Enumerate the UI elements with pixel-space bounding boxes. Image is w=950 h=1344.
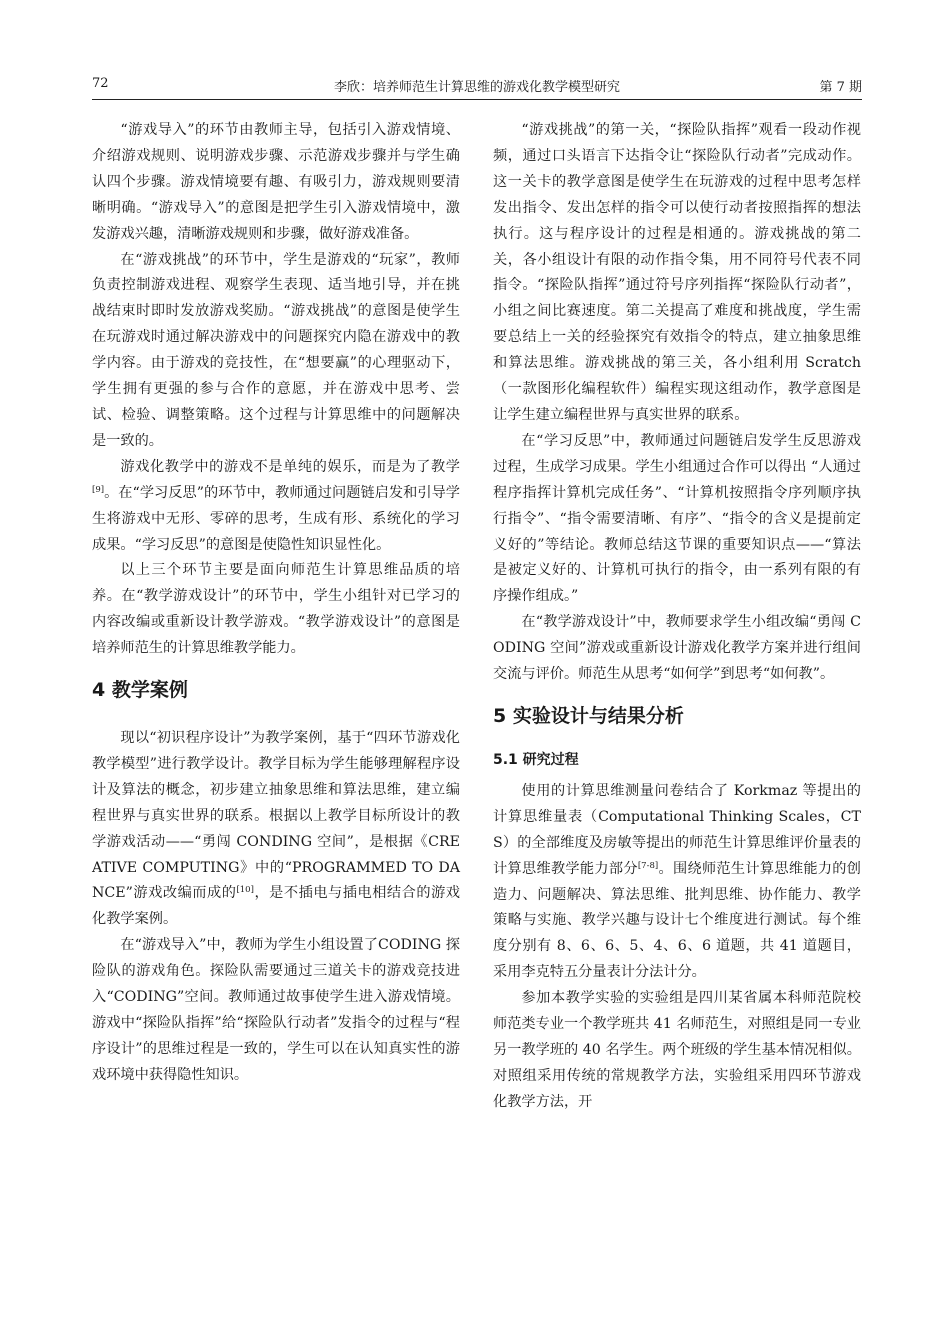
paragraph-text: ，是不插电与插电相结合的游戏化教学案例。 bbox=[92, 885, 460, 928]
paragraph: 在“游戏导入”中，教师为学生小组设置了CODING 探险队的游戏角色。探险队需要通过三道关卡的游戏竞技进入“CODING”空间。教师通过故事使学生进入游戏情境。游戏中“探险队指挥”给“探险队行动者”发指令的过程与“程序设计”的思维过程是一致的，学生可以在认知真实性的游戏环境中获得隐性知识。 bbox=[92, 937, 460, 1083]
header-rule bbox=[92, 99, 862, 100]
citation-ref: [9] bbox=[92, 484, 105, 495]
page-number: 72 bbox=[92, 76, 109, 91]
paragraph-text: 游戏化教学中的游戏不是单纯的娱乐，而是为了教学 bbox=[120, 458, 460, 475]
paragraph bbox=[92, 726, 460, 933]
paragraph-text: 。在“学习反思”的环节中，教师通过问题链启发和引导学生将游戏中无形、零碎的思考，生成有形、系统化的学习成果。“学习反思”的意图是使隐性知识显性化。 bbox=[92, 484, 460, 553]
right-column bbox=[493, 118, 861, 1116]
paragraph: 以上三个环节主要是面向师范生计算思维品质的培养。在“教学游戏设计”的环节中，学生小组针对已学习的内容改编或重新设计教学游戏。“教学游戏设计”的意图是培养师范生的计算思维教学能力。 bbox=[92, 562, 460, 657]
paragraph: 在“学习反思”中，教师通过问题链启发学生反思游戏过程，生成学习成果。学生小组通过合作可以得出 “人通过程序指挥计算机完成任务”、“计算机按照指令序列顺序执行指令”、“指令需要清晰、有序”、“指令的含义是提前定义好的”等结论。教师总结这节课的重要知识点——“算法是被定义好的、计算机可执行的指令，由一系列有限的有序操作组成。” bbox=[493, 432, 861, 605]
paragraph bbox=[92, 455, 460, 559]
paragraph: “游戏导入”的环节由教师主导，包括引入游戏情境、介绍游戏规则、说明游戏步骤、示范游戏步骤并与学生确认四个步骤。游戏情境要有趣、有吸引力，游戏规则要清晰明确。“游戏导入”的意图是把学生引入游戏情境中，激发游戏兴趣，清晰游戏规则和步骤，做好游戏准备。 bbox=[92, 122, 460, 242]
paragraph: 在“教学游戏设计”中，教师要求学生小组改编“勇闯 CODING 空间”游戏或重新设计游戏化教学方案并进行组间交流与评价。师范生从思考“如何学”到思考“如何教”。 bbox=[493, 614, 861, 683]
paragraph: 在“游戏挑战”的环节中，学生是游戏的“玩家”，教师负责控制游戏进程、观察学生表现、适当地引导，并在挑战结束时即时发放游戏奖励。“游戏挑战”的意图是使学生在玩游戏时通过解决游戏中的问题探究内隐在游戏中的教学内容。由于游戏的竞技性，在“想要赢”的心理驱动下，学生拥有更强的参与合作的意愿，并在游戏中思考、尝试、检验、调整策略。这个过程与计算思维中的问题解决是一致的。 bbox=[92, 251, 460, 449]
running-header bbox=[92, 76, 862, 98]
paragraph-text: 现以“初识程序设计”为教学案例，基于“四环节游戏化教学模型”进行教学设计。教学目标为学生能够理解程序设计及算法的概念，初步建立抽象思维和算法思维，建立编程世界与真实世界的联系。根据以上教学目标所设计的教学游戏活动——“勇闯 CONDING 空间”，是根据《CREATIVE COMPUTING》中的“PROGRAMMED TO DANCE”游戏改编而成的 bbox=[92, 730, 460, 902]
running-title: 李欣：培养师范生计算思维的游戏化教学模型研究 bbox=[333, 80, 620, 95]
citation-ref: [7-8] bbox=[637, 860, 659, 871]
citation-ref: [10] bbox=[236, 885, 254, 896]
paragraph-text: 使用的计算思维测量问卷结合了 Korkmaz 等提出的计算思维量表（Computational Thinking Scales，CTS）的全部维度及房敏等提出的师范生计算思维评价量表的计算思维教学能力部分 bbox=[493, 782, 861, 877]
paragraph: “游戏挑战”的第一关，“探险队指挥”观看一段动作视频，通过口头语言下达指令让“探险队行动者”完成动作。这一关卡的教学意图是使学生在玩游戏的过程中思考怎样发出指令、发出怎样的指令可以使行动者按照指挥的想法执行。这与程序设计的过程是相通的。游戏挑战的第二关，各小组设计有限的动作指令集，用不同符号代表不同指令。“探险队指挥”通过符号序列指挥“探险队行动者”，小组之间比赛速度。第二关提高了难度和挑战度，学生需要总结上一关的经验探究有效指令的特点，建立抽象思维和算法思维。游戏挑战的第三关，各小组利用 Scratch（一款图形化编程软件）编程实现这组动作，教学意图是让学生建立编程世界与真实世界的联系。 bbox=[493, 122, 861, 423]
paragraph bbox=[493, 779, 861, 986]
subsection-heading-5-1: 5.1 研究过程 bbox=[493, 751, 579, 768]
section-heading-4: 4 教学案例 bbox=[92, 679, 188, 702]
paragraph: 参加本教学实验的实验组是四川某省属本科师范院校师范类专业一个教学班共 41 名师范生，对照组是同一专业另一教学班的 40 名学生。两个班级的学生基本情况相似。对照组采用传统的常规教学方法，实验组采用四环节游戏化教学方法，开 bbox=[493, 990, 861, 1110]
section-heading-5: 5 实验设计与结果分析 bbox=[493, 704, 684, 727]
issue-label: 第 7 期 bbox=[819, 80, 862, 95]
left-column bbox=[92, 118, 460, 1089]
paragraph-text: 。围绕师范生计算思维能力的创造力、问题解决、算法思维、批判思维、协作能力、教学策略与实施、教学兴趣与设计七个维度进行测试。每个维度分别有 8、6、6、5、4、6、6 道题，共 41 道题目，采用李克特五分量表计分法计分。 bbox=[493, 860, 861, 981]
